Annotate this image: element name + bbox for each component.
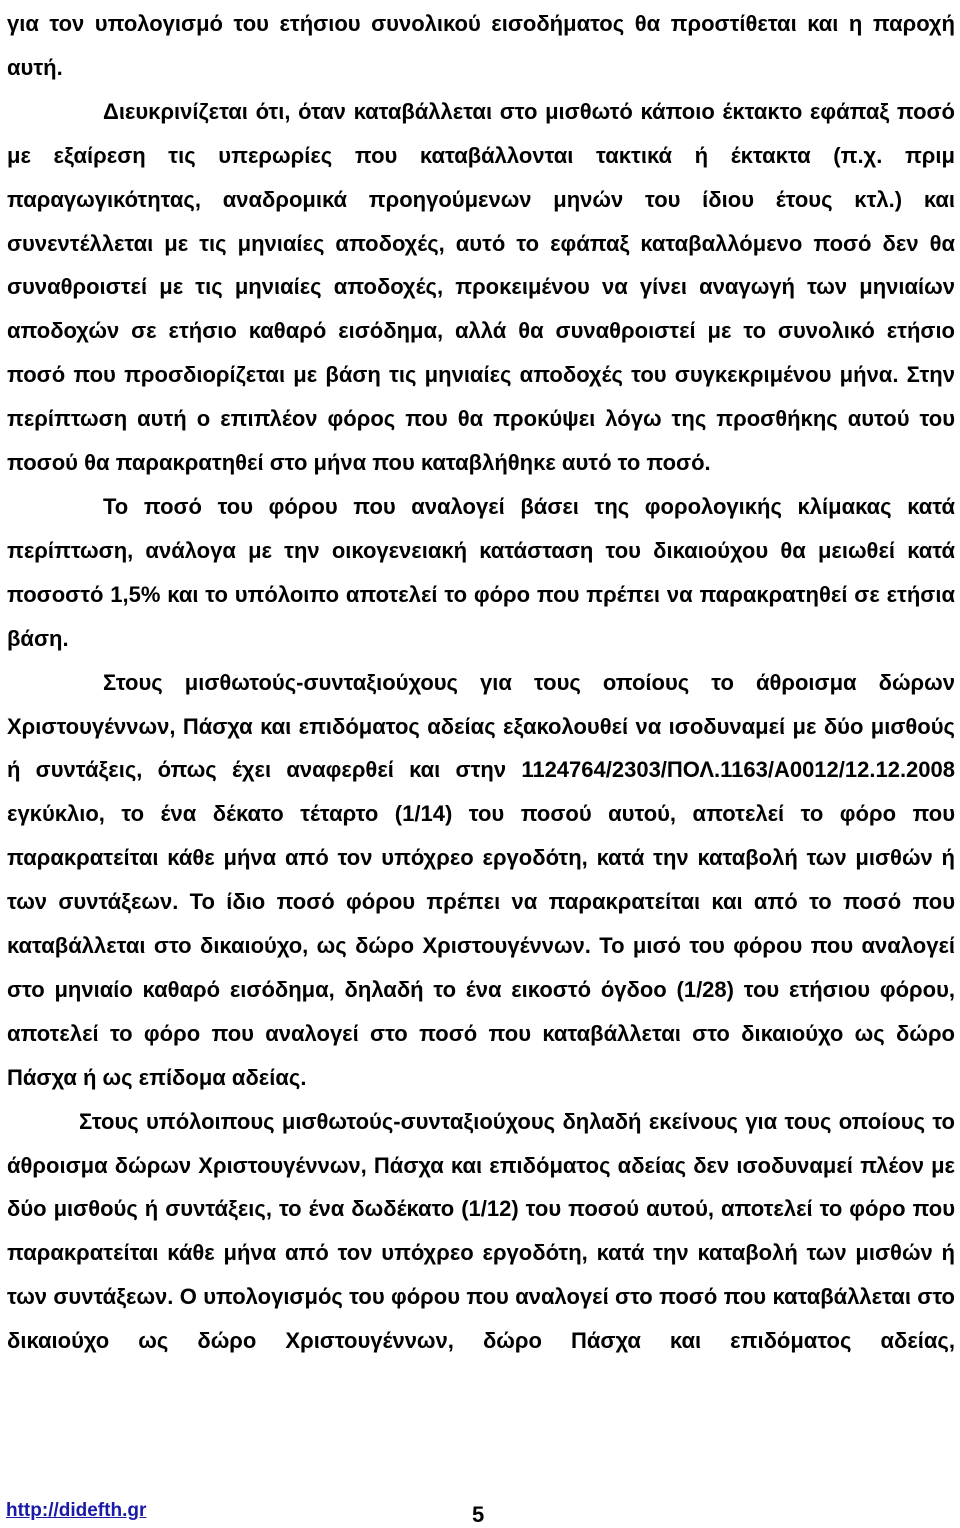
paragraph-2: Διευκρινίζεται ότι, όταν καταβάλλεται στο μισθωτό κάποιο έκτακτο εφάπαξ ποσό με εξαίρεση τις υπερωρίες που καταβάλλονται τακτικά ή έκτακτα (π.χ. πριμ παραγωγικότητας, αναδρομικά προηγούμενων μηνών του ίδιου έτους κτλ.) και συνεντέλλεται με τις μηνιαίες αποδοχές, αυτό το εφάπαξ καταβαλλόμενο ποσό δεν θα συναθροιστεί με τις μηνιαίες αποδοχές, προκειμένου να γίνει αναγωγή των μηνιαίων αποδοχών σε ετήσιο καθαρό εισόδημα, αλλά θα συναθροιστεί με το συνολικό ετήσιο ποσό που προσδιορίζεται με βάση τις μηνιαίες αποδοχές του συγκεκριμένου μήνα. Στην περίπτωση αυτή ο επιπλέον φόρος που θα προκύψει λόγω της προσθήκης αυτού του ποσού θα παρακρατηθεί στο μήνα που καταβλήθηκε αυτό το ποσό. xyxy=(7,98,955,476)
paragraph-4: Στους μισθωτούς-συνταξιούχους για τους οποίους το άθροισμα δώρων Χριστουγέννων, Πάσχα και επιδόματος αδείας εξακολουθεί να ισοδυναμεί με δύο μισθούς ή συντάξεις, όπως έχει αναφερθεί και στην 1124764/2303/ΠΟΛ.1163/Α0012/12.12.2008 εγκύκλιο, το ένα δέκατο τέταρτο (1/14) του ποσού αυτού, αποτελεί το φόρο που παρακρατείται κάθε μήνα από τον υπόχρεο εργοδότη, κατά την καταβολή των μισθών ή των συντάξεων. Το ίδιο ποσό φόρου πρέπει να παρακρατείται και από το ποσό που καταβάλλεται στο δικαιούχο, ως δώρο Χριστουγέννων. Το μισό του φόρου που αναλογεί στο μηνιαίο καθαρό εισόδημα, δηλαδή το ένα εικοστό όγδοο (1/28) του ετήσιου φόρου, αποτελεί το φόρο που αναλογεί στο ποσό που καταβάλλεται στο δικαιούχο ως δώρο Πάσχα ή ως επίδομα αδείας. xyxy=(7,669,955,1090)
paragraph-3: Το ποσό του φόρου που αναλογεί βάσει της φορολογικής κλίμακας κατά περίπτωση, ανάλογα με την οικογενειακή κατάσταση του δικαιούχου θα μειωθεί κατά ποσοστό 1,5% και το υπόλοιπο αποτελεί το φόρο που πρέπει να παρακρατηθεί σε ετήσια βάση. xyxy=(7,493,955,651)
paragraph-1: για τον υπολογισμό του ετήσιου συνολικού εισοδήματος θα προστίθεται και η παροχή αυτή. xyxy=(7,11,955,80)
document-body xyxy=(7,2,955,1363)
paragraph-5: Στους υπόλοιπους μισθωτούς-συνταξιούχους δηλαδή εκείνους για τους οποίους το άθροισμα δώρων Χριστουγέννων, Πάσχα και επιδόματος αδείας δεν ισοδυναμεί πλέον με δύο μισθούς ή συντάξεις, το ένα δωδέκατο (1/12) του ποσού αυτού, αποτελεί το φόρο που παρακρατείται κάθε μήνα από τον υπόχρεο εργοδότη, κατά την καταβολή των μισθών ή των συντάξεων. Ο υπολογισμός του φόρου που αναλογεί στο ποσό που καταβάλλεται στο δικαιούχο ως δώρο Χριστουγέννων, δώρο Πάσχα και επιδόματος αδείας, xyxy=(7,1108,955,1354)
footer-website-link[interactable]: http://didefth.gr xyxy=(6,1500,147,1521)
page-number: 5 xyxy=(472,1502,485,1527)
